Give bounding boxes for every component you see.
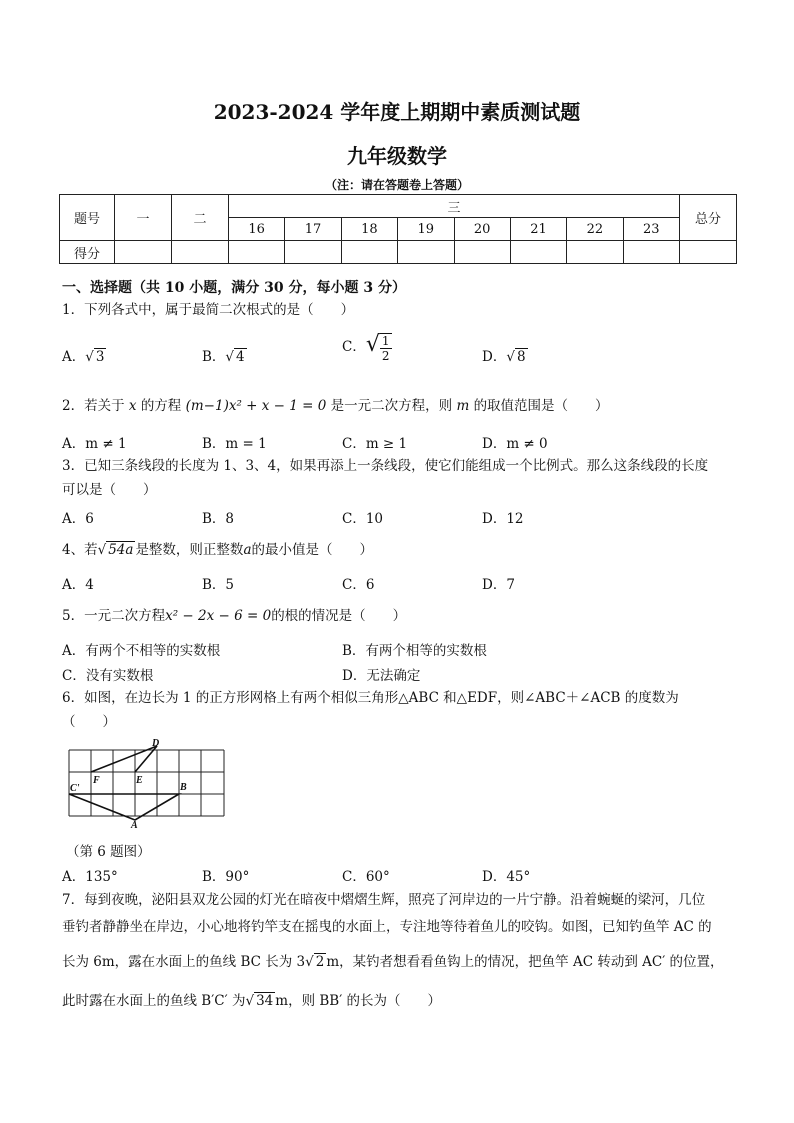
point-label-d: D [152,738,160,749]
score-table-sub-col: 16 [229,218,285,241]
q4-option-a: A．4 [62,577,94,593]
question-6-line1: 6．如图，在边长为 1 的正方形网格上有两个相似三角形△ABC 和△EDF，则∠ABC＋∠ACB 的度数为 [62,690,679,706]
q4-option-d: D．7 [482,577,515,593]
point-label-c: C' [70,783,80,794]
question-7-line4: 此时露在水面上的鱼线 B′C′ 为√ 34 m，则 BB′ 的长为（ ） [62,993,442,1009]
q5-option-c: C．没有实数根 [62,668,154,684]
question-7-line3: 长为 6m，露在水面上的鱼线 BC 长为 3√ 2 m，某钓者想看看鱼钩上的情况，把鱼竿 AC 转动到 AC′ 的位置， [62,954,724,970]
section-heading: 一、选择题（共 10 小题，满分 30 分，每小题 3 分） [62,280,406,296]
question-1-stem: 1．下列各式中，属于最简二次根式的是（ ） [62,302,355,318]
score-table-col-three: 三 [229,195,680,218]
score-table-sub-col: 22 [567,218,623,241]
q2-option-b: B．m = 1 [202,436,267,452]
page-subtitle: 九年级数学 [347,144,447,168]
q6-option-c: C．60° [342,869,390,885]
q6-figure-caption: （第 6 题图） [66,844,151,860]
q4-option-c: C．6 [342,577,375,593]
score-table-header-label: 题号 [60,195,115,241]
q2-option-d: D．m ≠ 0 [482,436,548,452]
score-cell [115,241,172,264]
exam-note: （注：请在答题卷上答题） [324,178,469,192]
q5-option-d: D．无法确定 [342,668,421,684]
score-table [59,194,737,264]
score-cell [680,241,737,264]
point-label-b: B [180,782,187,793]
q3-option-a: A．6 [62,511,94,527]
score-table-sub-col: 19 [398,218,454,241]
score-table-col-total: 总分 [680,195,737,241]
q6-option-a: A．135° [62,869,118,885]
score-table-sub-col: 23 [623,218,679,241]
score-table-sub-col: 17 [285,218,341,241]
score-table-col-two: 二 [172,195,229,241]
question-7-line2: 垂钓者静静坐在岸边，小心地将钓竿支在摇曳的水面上，专注地等待着鱼儿的咬钩。如图，已知钓鱼竿 AC 的 [62,919,712,935]
score-cell [454,241,510,264]
q1-option-c: C．√ $\frac{1}{2}$ [342,332,390,363]
question-6-line2: （ ） [62,714,116,730]
q5-option-b: B．有两个相等的实数根 [342,643,487,659]
q6-grid-figure [64,738,234,828]
question-5-stem: 5．一元二次方程x² − 2x − 6 = 0的根的情况是（ ） [62,608,407,624]
point-label-e: E [136,775,143,786]
question-4-stem: 4、若√ 54a 是整数，则正整数a的最小值是（ ） [62,542,373,558]
q1-option-a: A．√ 3 [62,349,105,365]
question-7-line1: 7．每到夜晚，泌阳县双龙公园的灯光在暗夜中熠熠生辉，照亮了河岸边的一片宁静。沿着蜿蜒的梁河，几位 [62,892,706,908]
q3-option-b: B．8 [202,511,235,527]
q1-option-b: B．√ 4 [202,349,245,365]
score-cell [285,241,341,264]
score-table-sub-col: 20 [454,218,510,241]
score-cell [510,241,566,264]
q1-option-d: D．√ 8 [482,349,526,365]
q2-option-a: A．m ≠ 1 [62,436,127,452]
score-table-col-one: 一 [115,195,172,241]
score-table-sub-col: 18 [341,218,397,241]
score-table-sub-col: 21 [510,218,566,241]
question-2-stem: 2．若关于 x 的方程 (m−1)x² + x − 1 = 0 是一元二次方程，则 m 的取值范围是（ ） [62,398,609,414]
score-cell [567,241,623,264]
point-label-f: F [93,775,100,786]
q6-option-b: B．90° [202,869,250,885]
score-cell [172,241,229,264]
page-title: 2023-2024 学年度上期期中素质测试题 [213,100,581,124]
question-3-line1: 3．已知三条线段的长度为 1、3、4，如果再添上一条线段，使它们能组成一个比例式。那么这条线段的长度 [62,458,709,474]
score-cell [229,241,285,264]
q5-option-a: A．有两个不相等的实数根 [62,643,221,659]
q3-option-c: C．10 [342,511,384,527]
q2-option-c: C．m ≥ 1 [342,436,408,452]
point-label-a: A [131,820,138,828]
q6-option-d: D．45° [482,869,531,885]
triangles [69,746,179,820]
question-3-line2: 可以是（ ） [62,482,157,498]
q4-option-b: B．5 [202,577,235,593]
score-cell [341,241,397,264]
score-cell [623,241,679,264]
score-cell [398,241,454,264]
score-table-row-label: 得分 [60,241,115,264]
q3-option-d: D．12 [482,511,524,527]
